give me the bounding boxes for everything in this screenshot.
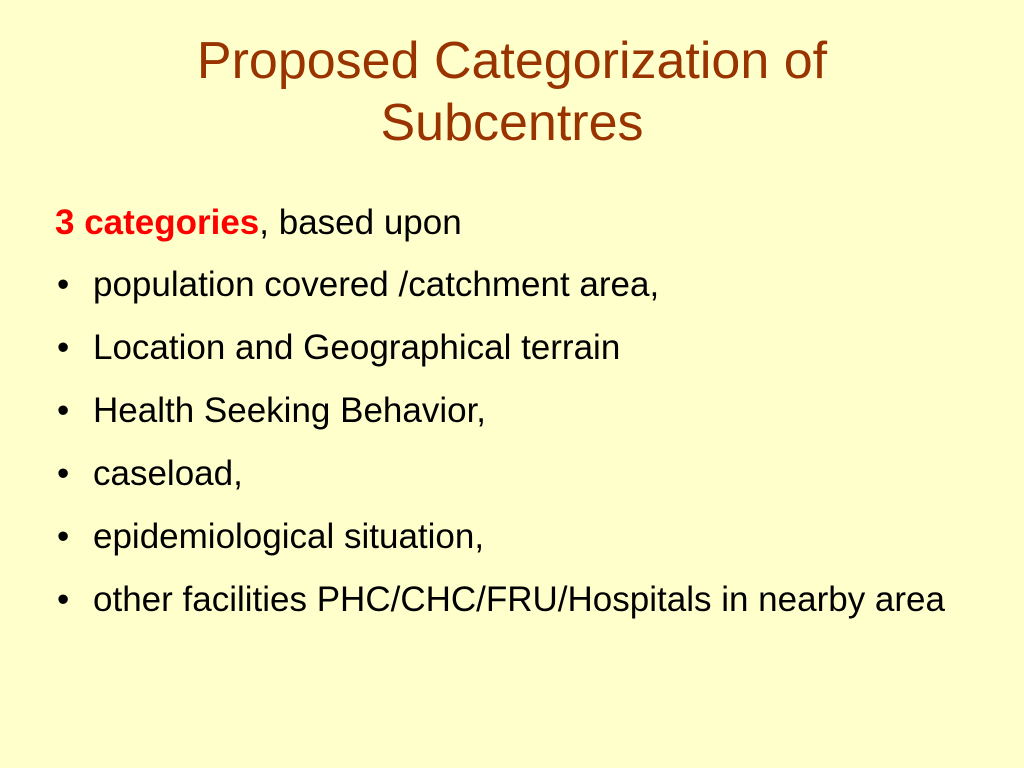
bullet-item — [55, 262, 985, 308]
bullet-icon: • — [57, 391, 70, 430]
slide-title — [60, 30, 964, 154]
bullet-item — [55, 325, 985, 371]
bullet-item — [55, 577, 985, 623]
slide-body — [55, 200, 985, 640]
intro-rest: , based upon — [259, 203, 462, 242]
bullet-text: other facilities PHC/CHC/FRU/Hospitals in nearby area — [93, 580, 945, 619]
bullet-icon: • — [57, 580, 70, 619]
bullet-text: Location and Geographical terrain — [93, 328, 621, 367]
bullet-icon: • — [57, 517, 70, 556]
bullet-text: epidemiological situation, — [93, 517, 485, 556]
bullet-text: Health Seeking Behavior, — [93, 391, 487, 430]
bullet-item — [55, 451, 985, 497]
slide-title-line-2: Subcentres — [380, 94, 644, 152]
bullet-icon: • — [57, 328, 70, 367]
bullet-text: caseload, — [93, 454, 243, 493]
bullet-list — [55, 262, 985, 623]
intro-highlight: 3 categories — [55, 203, 260, 242]
bullet-item — [55, 514, 985, 560]
bullet-icon: • — [57, 265, 70, 304]
intro-line — [55, 200, 985, 246]
bullet-text: population covered /catchment area, — [93, 265, 660, 304]
bullet-icon: • — [57, 454, 70, 493]
bullet-item — [55, 388, 985, 434]
slide-title-line-1: Proposed Categorization of — [196, 32, 828, 90]
